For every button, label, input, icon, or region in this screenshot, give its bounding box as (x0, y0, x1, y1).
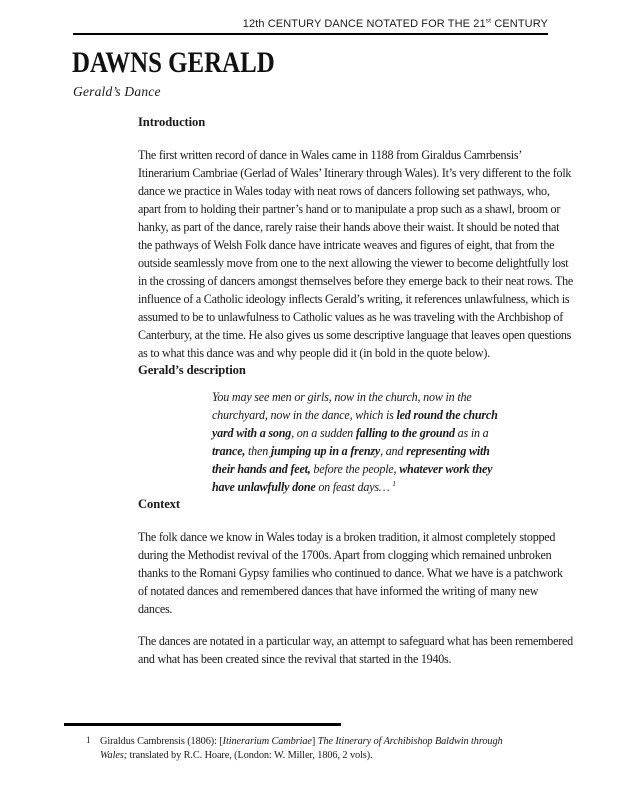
header-title: 12th CENTURY DANCE NOTATED FOR THE 21st CENTURY (242, 17, 548, 30)
footnote-separator (64, 723, 341, 726)
page-title: DAWNS GERALD (72, 46, 275, 79)
section-heading-geralds-description: Gerald’s description (138, 363, 246, 377)
gerald-quote: You may see men or girls, now in the church, now in the churchyard, now in the dance, which is led round the church yard with a song, on a sudden falling to the ground as in a trance, then jumping up in a frenzy, and representing with their hands and feet, before the people, whatever work they have unlawfully done on feast days… $^1$ (212, 390, 498, 494)
context-paragraph-2: The dances are notated in a particular way, an attempt to safeguard what has been remembered and what has been created since the revival that started in the 1940s. (138, 634, 573, 666)
page-subtitle: Gerald’s Dance (73, 84, 161, 99)
section-heading-context: Context (138, 497, 180, 511)
header-banner (73, 18, 548, 35)
document-body (138, 114, 574, 668)
section-heading-introduction: Introduction (138, 115, 206, 129)
context-paragraph-1: The folk dance we know in Wales today is a broken tradition, it almost completely stopped during the Methodist revival of the 1700s. Apart from clogging which remained unbroken thanks to the Romani Gypsy families who continued to dance. What we have is a patchwork of notated dances and remembered dances that have informed the writing of many new dances. (138, 530, 563, 616)
introduction-paragraph: The first written record of dance in Wales came in 1188 from Giraldus Camrbensis’ Itinerarium Cambriae (Gerlad of Wales’ Itinerary through Wales). It’s very different to the folk dance we practice in Wales today with neat rows of dancers following set pathways, who, apart from to holding their partner’s hand or to manipulate a prop such as a shawl, broom or hanky, as part of the dance, rarely raise their hands above their waist. It should be noted that the pathways of Welsh Folk dance have intricate weaves and figures of eight, that from the outside seamlessly move from one to the next allowing the viewer to become delightfully lost in the crossing of dancers amongst themselves before they emerge back to their neat rows. The influence of a Catholic ideology inflects Gerald’s writing, it references unlawfulness, which is assumed to be to unlawfulness to Catholic values as he was traveling with the Archbishop of Canterbury, at the time. He also gives us some descriptive language that leaves open questions as to what this dance was and why people did it (in bold in the quote below). (138, 148, 574, 360)
footnote-number: 1 (86, 735, 91, 745)
footnote (86, 735, 525, 762)
footnote-text: Giraldus Cambrensis (1806): [Itinerarium Cambriae] The Itinerary of Archibishop Baldwin through Wales; translated by R.C. Hoare, (London: W. Miller, 1806, 2 vols). (100, 736, 503, 761)
